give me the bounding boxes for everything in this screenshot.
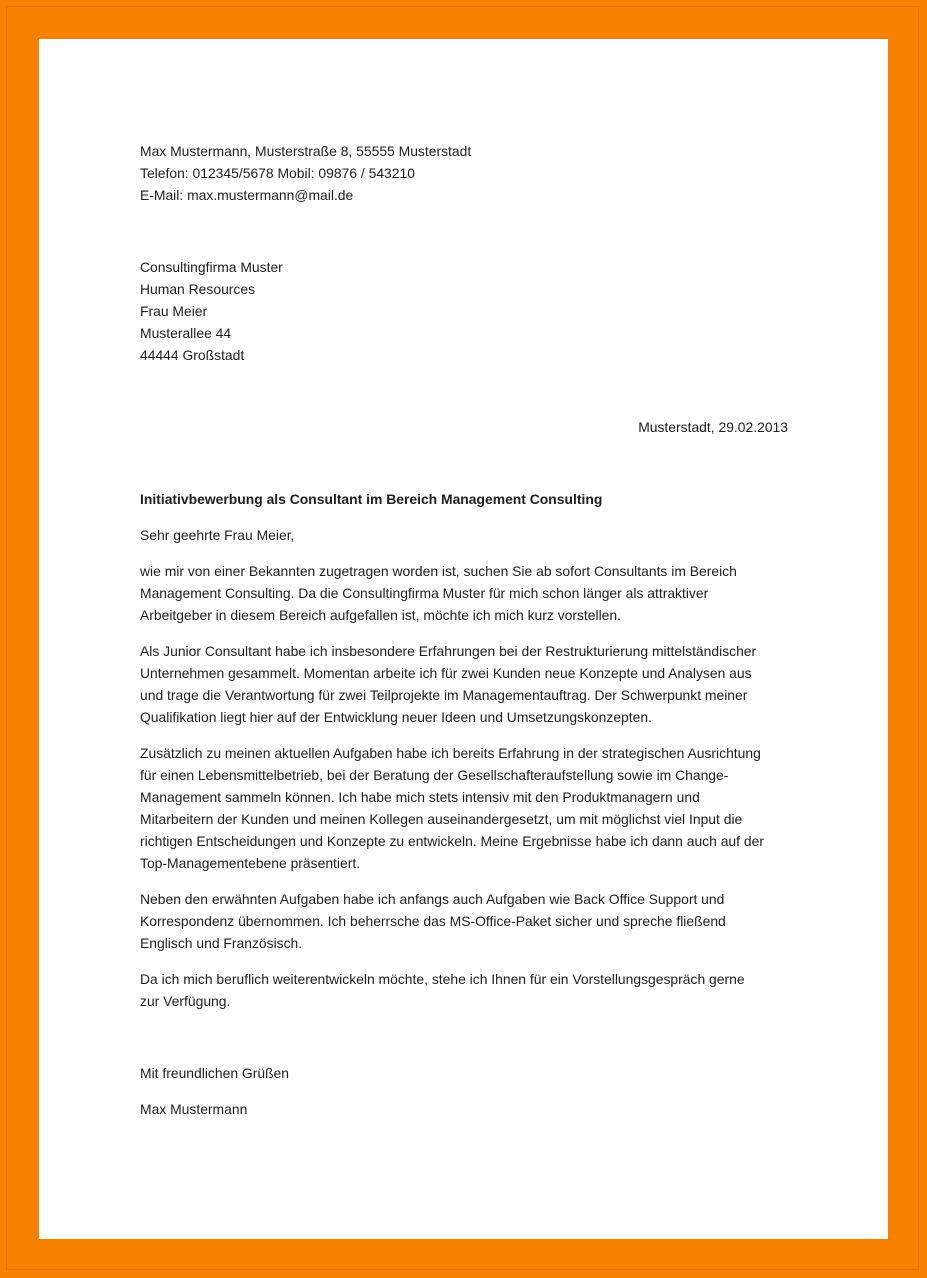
paragraph-line: Als Junior Consultant habe ich insbesondere Erfahrungen bei der Restrukturierung mittelständischer — [140, 643, 757, 659]
recipient-city: 44444 Großstadt — [140, 347, 245, 363]
recipient-street: Musterallee 44 — [140, 325, 232, 341]
sender-block — [140, 140, 788, 206]
paragraph-line: richtigen Entscheidungen und Konzepte zu entwickeln. Meine Ergebnisse habe ich dann auch auf der — [140, 833, 764, 849]
sender-name-address: Max Mustermann, Musterstraße 8, 55555 Musterstadt — [140, 143, 472, 159]
paragraph-line: Neben den erwähnten Aufgaben habe ich anfangs auch Aufgaben wie Back Office Support und — [140, 891, 725, 907]
paragraph-line: Management sammeln können. Ich habe mich stets intensiv mit den Produktmanagern und — [140, 789, 700, 805]
paragraph-line: für einen Lebensmittelbetrieb, bei der Beratung der Gesellschafteraufstellung sowie im Change- — [140, 767, 729, 783]
paragraph-line: Top-Managementebene präsentiert. — [140, 855, 361, 871]
paragraph-line: Arbeitgeber in diesem Bereich aufgefallen ist, möchte ich mich kurz vorstellen. — [140, 607, 621, 623]
paragraph-3 — [140, 742, 788, 874]
letter-content — [140, 140, 788, 1120]
paragraph-line: Management Consulting. Da die Consultingfirma Muster für mich schon länger als attraktiver — [140, 585, 709, 601]
letter-date: Musterstadt, 29.02.2013 — [638, 419, 788, 435]
closing-phrase: Mit freundlichen Grüßen — [140, 1065, 290, 1081]
paragraph-line: Zusätzlich zu meinen aktuellen Aufgaben habe ich bereits Erfahrung in der strategischen Ausrichtung — [140, 745, 761, 761]
paragraph-line: Englisch und Französisch. — [140, 935, 303, 951]
paragraph-4 — [140, 888, 788, 954]
recipient-department: Human Resources — [140, 281, 256, 297]
recipient-block — [140, 256, 788, 366]
recipient-contact: Frau Meier — [140, 303, 208, 319]
signature-name: Max Mustermann — [140, 1101, 248, 1117]
paragraph-5 — [140, 968, 788, 1012]
salutation: Sehr geehrte Frau Meier, — [140, 527, 295, 543]
paragraph-line: und trage die Verantwortung für zwei Teilprojekte im Managementauftrag. Der Schwerpunkt meiner — [140, 687, 748, 703]
sender-email: E-Mail: max.mustermann@mail.de — [140, 187, 354, 203]
letter-page — [39, 39, 888, 1239]
recipient-company: Consultingfirma Muster — [140, 259, 283, 275]
paragraph-2 — [140, 640, 788, 728]
paragraph-line: wie mir von einer Bekannten zugetragen worden ist, suchen Sie ab sofort Consultants im Bereich — [140, 563, 737, 579]
paragraph-line: Mitarbeitern der Kunden und meinen Kollegen auseinandergesetzt, um mit möglichst viel Input die — [140, 811, 743, 827]
paragraph-line: zur Verfügung. — [140, 993, 231, 1009]
paragraph-line: Qualifikation liegt hier auf der Entwicklung neuer Ideen und Umsetzungskonzepten. — [140, 709, 652, 725]
paragraph-1 — [140, 560, 788, 626]
paragraph-line: Korrespondenz übernommen. Ich beherrsche das MS-Office-Paket sicher und spreche fließend — [140, 913, 726, 929]
paragraph-line: Da ich mich beruflich weiterentwickeln möchte, stehe ich Ihnen für ein Vorstellungsgespräch gerne — [140, 971, 745, 987]
letter-subject: Initiativbewerbung als Consultant im Bereich Management Consulting — [140, 491, 603, 507]
sender-phone: Telefon: 012345/5678 Mobil: 09876 / 543210 — [140, 165, 415, 181]
paragraph-line: Unternehmen gesammelt. Momentan arbeite ich für zwei Kunden neue Konzepte und Analysen aus — [140, 665, 752, 681]
